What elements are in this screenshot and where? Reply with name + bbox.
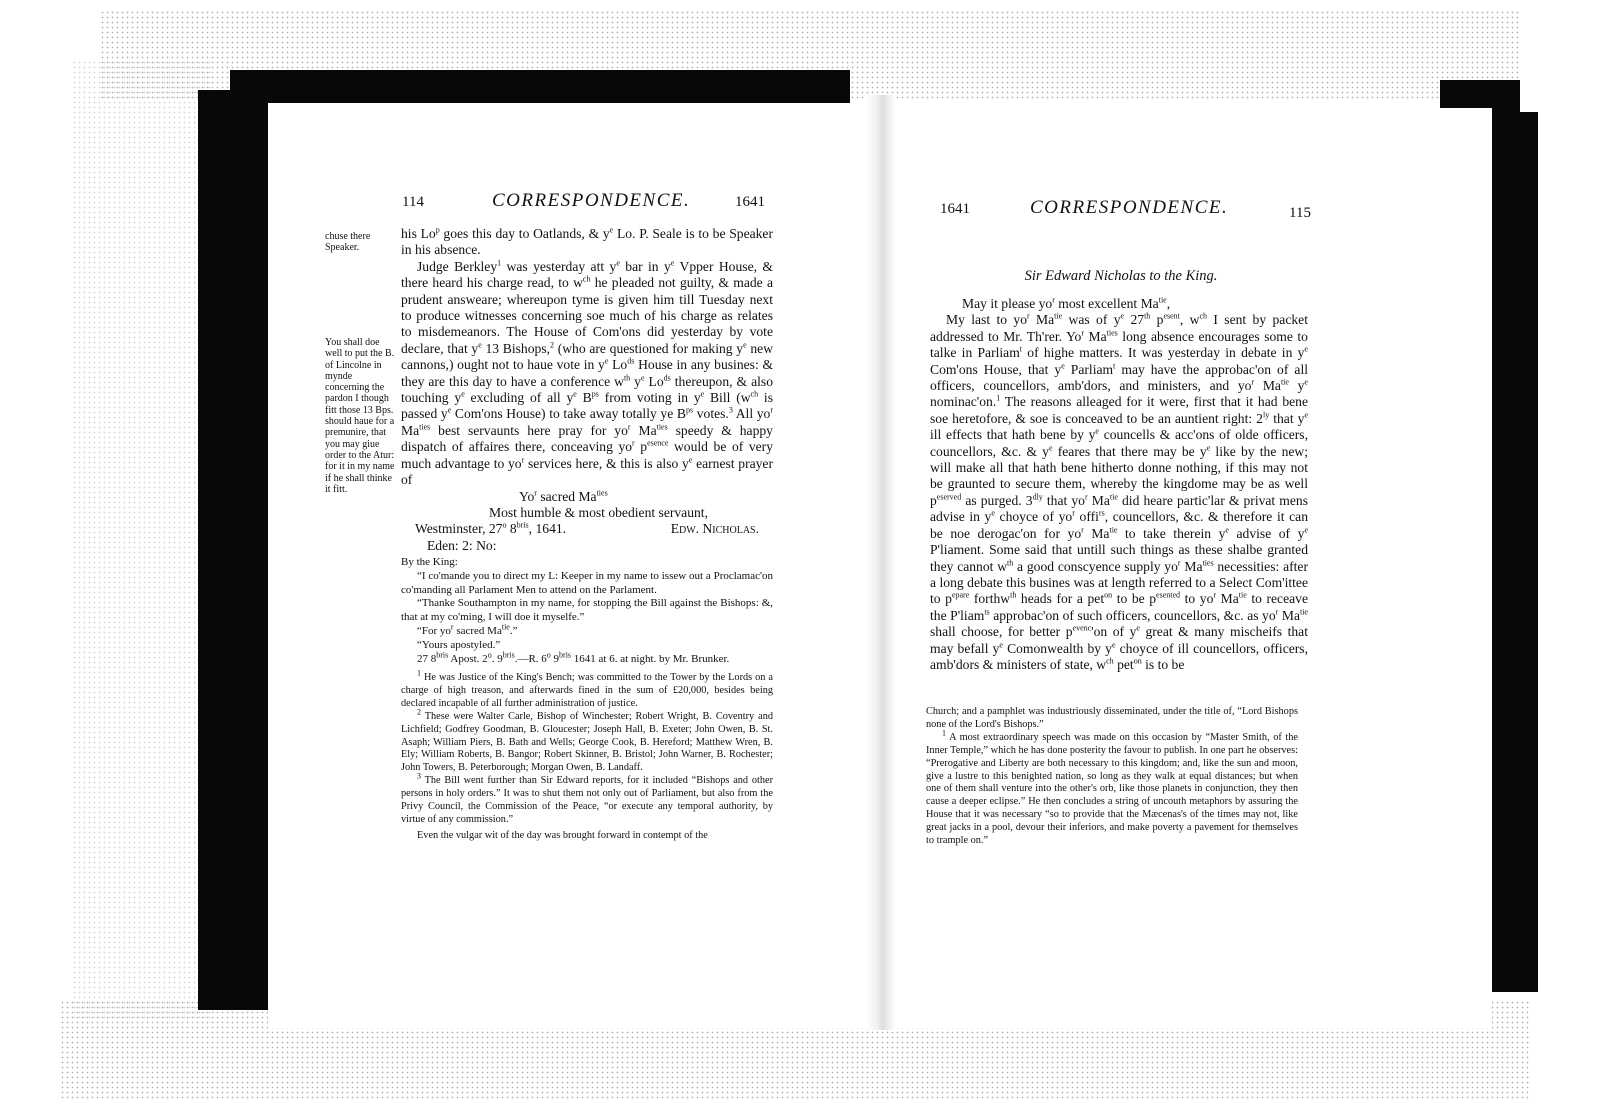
left-footnote-1: $^1$ He was Justice of the King's Bench; was committed to the Tower by the Lords on a charge of high treason, and afterwards fined in the sum of £20,000, besides being declared incapable of all further administration of justice. <box>401 668 773 709</box>
book-edge-left <box>198 90 268 1010</box>
left-footnote-2: $^2$ These were Walter Carle, Bishop of Winchester; Robert Wright, B. Coventry and Lichfield; Godfrey Goodman, B. Gloucester; Joseph Hall, B. Exeter; John Owen, B. St. Asaph; William Piers, B. Bath and Wells; George Cook, B. Hereford; Matthew Wren, B. Ely; William Roberts, B. Bangor; Robert Skinner, B. Bristol; John Warner, B. Rochester; John Towers, B. Peterborough; Morgan Owen, B. Landaff. <box>401 707 773 774</box>
right-running-title: CORRESPONDENCE. <box>1030 197 1229 218</box>
by-the-king: By the King: <box>401 556 458 568</box>
king-note-1: “I co'mande you to direct my L: Keeper in my name to issew out a Proclamac'on co'manding all Parlament Men to attend on the Parlament. <box>401 569 773 596</box>
right-letter-body <box>930 296 1308 673</box>
right-note-continuation: Church; and a pamphlet was industriously disseminated, under the title of, “Lord Bishops none of the Lord's Bishops.” <box>926 706 1298 730</box>
king-annotations <box>401 556 773 666</box>
right-footnote-1: $^1$ A most extraordinary speech was made on this occasion by “Master Smith, of the Inner Temple,” which he has done posterity the favour to publish. In one part he observes: “Prerogative and Liberty are both necessary to this kingdom; and, like the sun and moon, give a lustre to this benighted nation, so long as they walk at equal distances; but when one of them shall venture into the other's orb, like those planets in conjunction, they then cause a deeper eclipse.” He then concludes a string of uncouth metaphors by assuring the House that it was necessary “so to provide that the Mæcenas's of the times may not, like great jacks in a pool, devour their inferiors, and make poverty a pavement for themselves to trample on.” <box>926 728 1298 847</box>
salutation: May it please $yo^r$ most excellent $Ma^{tie}$, <box>962 295 1171 311</box>
signature: Edw. Nicholas. <box>670 521 759 537</box>
left-footnotes <box>401 668 773 843</box>
book-edge-right <box>1492 112 1538 992</box>
right-paragraph: My last to $yo^r$ $Ma^{tie}$ was of $y^e$ 27th $p^{esent}$, $w^{ch}$ I sent by packet addressed to Mr. Th'rer. Yo$^r$ $Ma^{ties}$ long absence encourages some to talke in Parliam$^t$ of highe matters. It was yesterday in debate in $y^e$ Com'ons House, that $y^e$ Parliam$^t$ may have the approbac'on of all officers, councellors, amb'dors, and ministers, and $yo^r$ $Ma^{tie}$ $y^e$ nominac'on.$^1$ The reasons alleaged for it were, first that it had bene soe heretofore, & soe is conceaved to be an auntient right: $2^{ly}$ that $y^e$ ill effects that hath bene by $y^e$ councells & acc'ons of olde officers, councellors, &c. & $y^e$ feares that there may be $y^e$ like by the new; will make all that hath bene hitherto donne nothing, if this may not be graunted to secure them, whereby the kingdome may be as well $p^{eserved}$ as purged. $3^{dly}$ that $yo^r$ $Ma^{tie}$ did heare partic'lar & privat mens advise in $y^e$ choyce of $yo^r$ offi$^{rs}$, councellors, &c. & therefore it can be noe derogac'on for $yo^r$ $Ma^{tie}$ to take therein $y^e$ advise of $y^e$ P'liament. Some said that untill such things as these shalbe granted they cannot $w^{th}$ a good conscyence supply $yo^r$ $Ma^{ties}$ necessities: after a long debate this busines was at length referred to a Select Com'ittee to $p^{epare}$ forthw$^{th}$ heads for a pet$^{on}$ to be $p^{esented}$ to $yo^r$ $Ma^{tie}$ to receave the P'liam$^{ts}$ approbac'on of such officers, councellors, &c. as $yo^r$ $Ma^{tie}$ shall choose, for better $p^{evenc}'on$ of $y^e$ great & many mischeifs that may befall $y^e$ Comonwealth by $y^e$ choyce of ill councellors, officers, amb'dors & ministers of state, $w^{ch}$ pet$^{on}$ is to be <box>930 311 1309 672</box>
king-note-3: “For $yo^r$ sacred $Ma^{tie}$.” <box>417 622 518 637</box>
book-edge-top-left <box>230 70 850 104</box>
endorsement: Eden: 2: No: <box>427 537 497 553</box>
left-footnote-3: $^3$ The Bill went further than Sir Edward reports, for it included “Bishops and other persons in holy orders.” It was to shut them not only out of Parliament, but also from the Privy Council, the Commission of the Peace, “or execute any temporal authority, by virtue of any commission.” <box>401 771 773 825</box>
king-note-2: “Thanke Southampton in my name, for stopping the Bill against the Bishops: &, that at my co'ming, I will doe it myselfe.” <box>401 597 773 624</box>
closing-1: Yo$^r$ sacred $Ma^{ties}$ <box>519 487 608 504</box>
place-date: Westminster, 27$^o$ $8^{bris}$, 1641. <box>415 520 567 537</box>
right-footnotes <box>926 706 1298 848</box>
margin-note-main: You shall doe well to put the B. of Lincolne in mynde concerning the pardon I though fitt those 13 Bps. should haue for a premunire, that you may giue order to the Atur: for it in my name if he shall thinke it fitt. <box>325 337 395 495</box>
king-note-5: 27 $8^{bris}$ Apost. 2$^o$. $9^{bris}.—R$. 6$^o$ $9^{bris}$ 1641 at 6. at night. by Mr. Brunker. <box>417 649 730 665</box>
king-note-4: “Yours apostyled.” <box>417 638 501 651</box>
right-page-number: 115 <box>1289 205 1311 221</box>
left-page-number: 114 <box>402 194 424 210</box>
left-paragraph-2: Judge Berkley$^1$ was yesterday att $y^e$ bar in $y^e$ Vpper House, & there heard his charge read, to $w^{ch}$ he pleaded not guilty, & made a prudent answeare; whereupon tyme is given him till Tuesday next to produce witnesses concerning soe much of his charge as relates to misdemeanors. The House of Com'ons did yesterday by vote declare, that $y^e$ 13 Bishops,$^2$ (who are questioned for making $y^e$ new cannons,) ought not to haue vote in $y^e$ $Lo^{ds}$ House in any busines: & they are this day to have a conference $w^{th}$ $y^e$ $Lo^{ds}$ thereupon, & also touching $y^e$ excluding of all $y^e$ $B^{ps}$ from voting in $y^e$ Bill ($w^{ch}$ is passed $y^e$ Com'ons House) to take away totally ye $B^{ps}$ votes.$^3$ All $yo^r$ $Ma^{ties}$ best servaunts here pray for $yo^r$ $Ma^{ties}$ speedy & happy dispatch of affaires there, conceaving $yo^r$ $p^{esence}$ would be of very much advantage to $yo^r$ services here, & this is also $y^e$ earnest prayer of <box>401 258 774 488</box>
scan-noise-left <box>72 60 212 1020</box>
book-spine <box>866 95 896 1030</box>
left-letter-body <box>401 226 773 554</box>
left-paragraph-1: his Lo$^p$ goes this day to Oatlands, & $y^e$ Lo. P. Seale is to be Speaker in his absence. <box>401 225 773 258</box>
margin-note-top: chuse there Speaker. <box>325 231 371 254</box>
closing-2: Most humble & most obedient servaunt, <box>489 504 708 520</box>
left-running-title: CORRESPONDENCE. <box>492 190 691 211</box>
left-footnote-continuation: Even the vulgar wit of the day was brought forward in contempt of the <box>417 829 708 841</box>
right-running-year: 1641 <box>940 201 970 217</box>
letter-title: Sir Edward Nicholas to the King. <box>1024 268 1218 284</box>
left-running-year: 1641 <box>735 194 765 210</box>
